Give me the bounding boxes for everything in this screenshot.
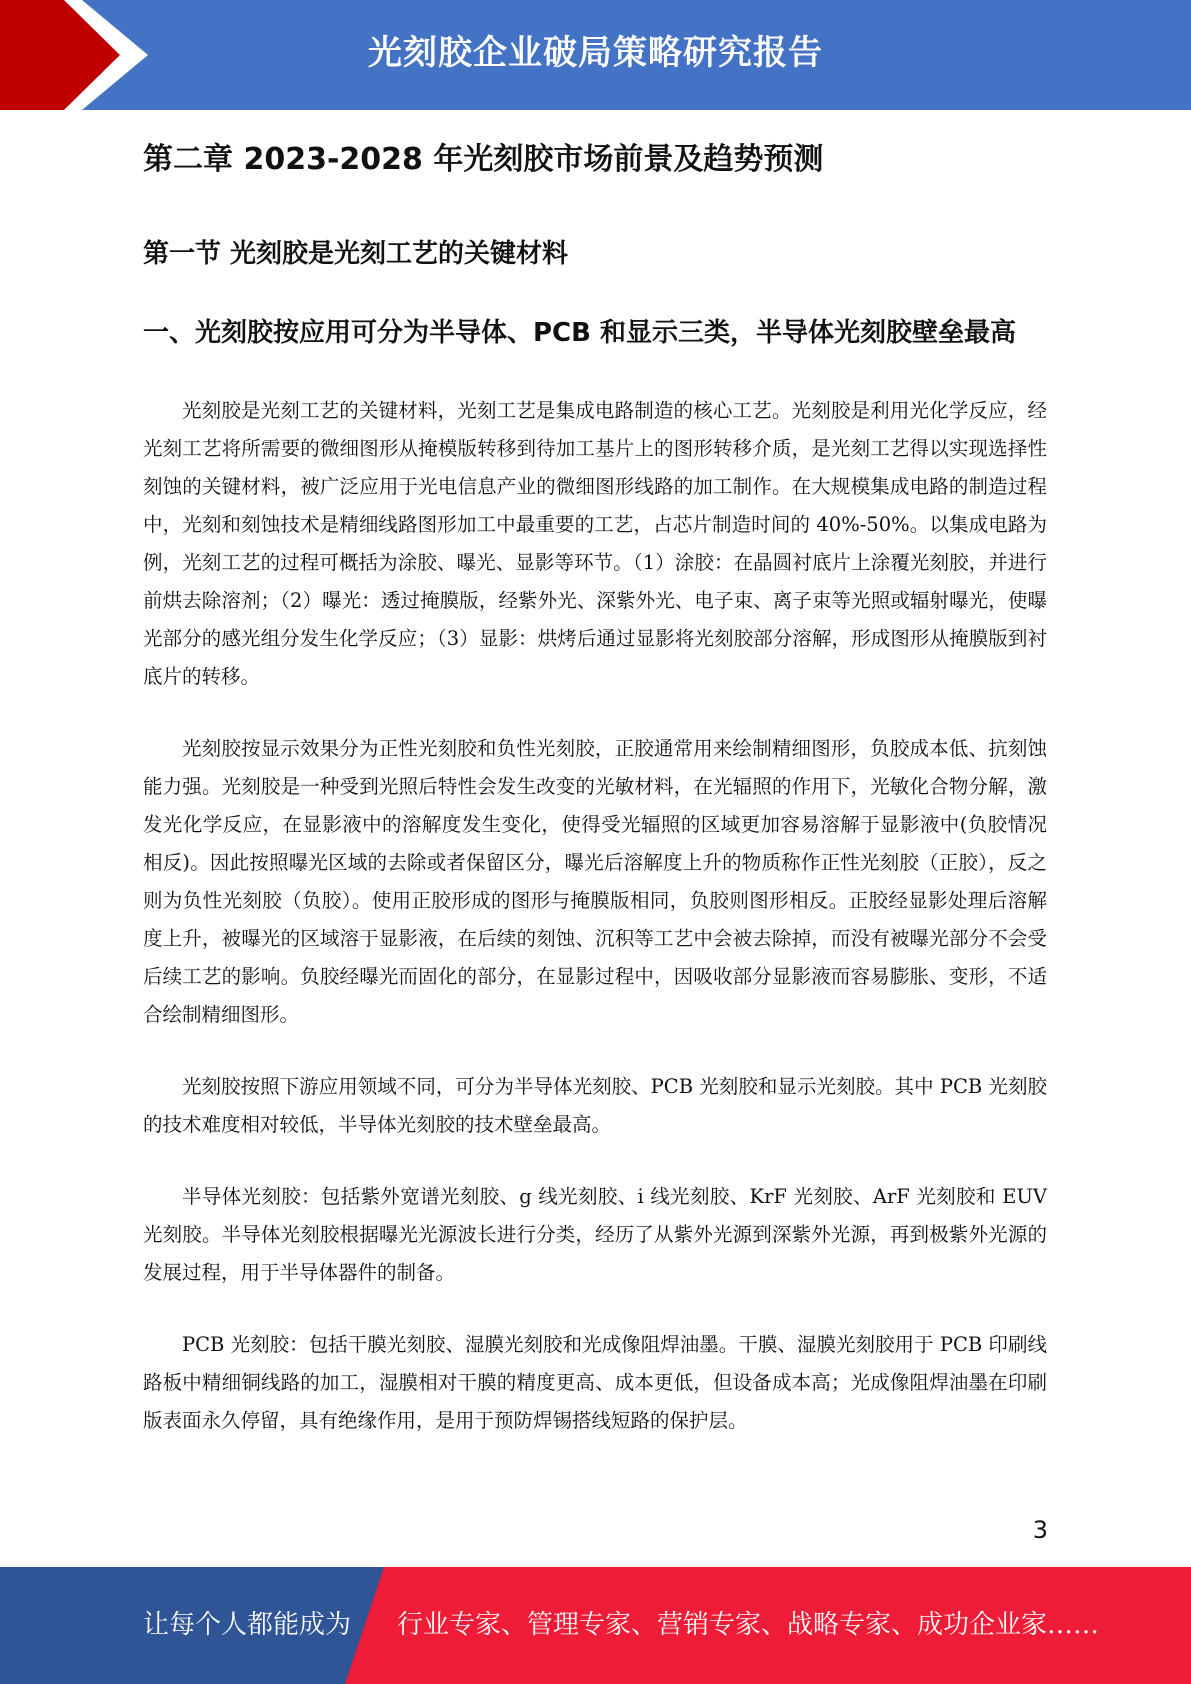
page-header — [0, 0, 1191, 110]
footer-slogan-left: 让每个人都能成为 — [143, 1610, 352, 1640]
paragraph: 光刻胶按照下游应用领域不同，可分为半导体光刻胶、PCB 光刻胶和显示光刻胶。其中 PCB 光刻胶的技术难度相对较低，半导体光刻胶的技术壁垒最高。 — [143, 1075, 1047, 1136]
page-number: 3 — [1032, 1516, 1048, 1544]
document-body — [143, 138, 1047, 1474]
paragraph: PCB 光刻胶：包括干膜光刻胶、湿膜光刻胶和光成像阻焊油墨。干膜、湿膜光刻胶用于 PCB 印刷线路板中精细铜线路的加工，湿膜相对干膜的精度更高、成本更低，但设备成本高；光成像阻焊油墨在印刷版表面永久停留，具有绝缘作用，是用于预防焊锡搭线短路的保护层。 — [143, 1333, 1047, 1432]
footer-slogan-right: 行业专家、管理专家、营销专家、战略专家、成功企业家…… — [397, 1610, 1100, 1640]
paragraph: 光刻胶是光刻工艺的关键材料，光刻工艺是集成电路制造的核心工艺。光刻胶是利用光化学反应，经光刻工艺将所需要的微细图形从掩模版转移到待加工基片上的图形转移介质，是光刻工艺得以实现选择性刻蚀的关键材料，被广泛应用于光电信息产业的微细图形线路的加工制作。在大规模集成电路的制造过程中，光刻和刻蚀技术是精细线路图形加工中最重要的工艺，占芯片制造时间的 40%-50%。以集成电路为例，光刻工艺的过程可概括为涂胶、曝光、显影等环节。（1）涂胶：在晶圆衬底片上涂覆光刻胶，并进行前烘去除溶剂；（2）曝光：透过掩膜版，经紫外光、深紫外光、电子束、离子束等光照或辐射曝光，使曝光部分的感光组分发生化学反应；（3）显影：烘烤后通过显影将光刻胶部分溶解，形成图形从掩膜版到衬底片的转移。 — [143, 399, 1047, 688]
chapter-title: 第二章 2023-2028 年光刻胶市场前景及趋势预测 — [143, 142, 824, 177]
paragraph: 半导体光刻胶：包括紫外宽谱光刻胶、g 线光刻胶、i 线光刻胶、KrF 光刻胶、ArF 光刻胶和 EUV 光刻胶。半导体光刻胶根据曝光光源波长进行分类，经历了从紫外光源到深紫外光源，再到极紫外光源的发展过程，用于半导体器件的制备。 — [143, 1185, 1047, 1284]
report-title: 光刻胶企业破局策略研究报告 — [368, 33, 823, 73]
page-footer — [0, 1567, 1191, 1684]
section-title: 第一节 光刻胶是光刻工艺的关键材料 — [143, 239, 569, 269]
paragraph: 光刻胶按显示效果分为正性光刻胶和负性光刻胶，正胶通常用来绘制精细图形，负胶成本低、抗刻蚀能力强。光刻胶是一种受到光照后特性会发生改变的光敏材料，在光辐照的作用下，光敏化合物分解，激发光化学反应，在显影液中的溶解度发生变化，使得受光辐照的区域更加容易溶解于显影液中(负胶情况相反)。因此按照曝光区域的去除或者保留区分，曝光后溶解度上升的物质称作正性光刻胶（正胶），反之则为负性光刻胶（负胶）。使用正胶形成的图形与掩膜版相同，负胶则图形相反。正胶经显影处理后溶解度上升，被曝光的区域溶于显影液，在后续的刻蚀、沉积等工艺中会被去除掉，而没有被曝光部分不会受后续工艺的影响。负胶经曝光而固化的部分，在显影过程中，因吸收部分显影液而容易膨胀、变形，不适合绘制精细图形。 — [143, 737, 1047, 1026]
subsection-title: 一、光刻胶按应用可分为半导体、PCB 和显示三类，半导体光刻胶壁垒最高 — [143, 318, 1017, 348]
